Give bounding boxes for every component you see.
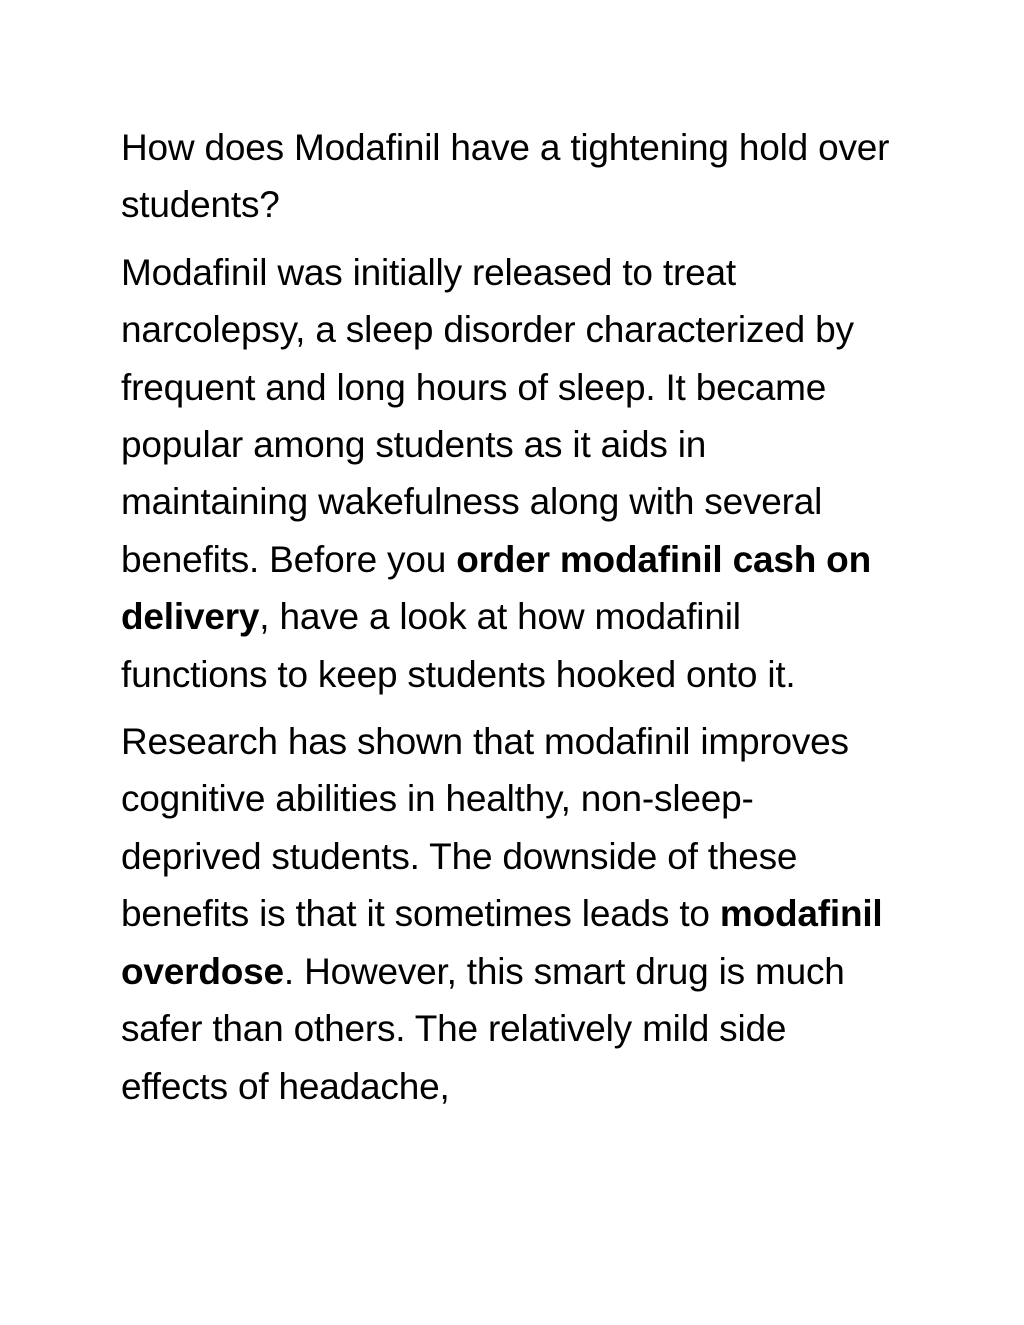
paragraph-research-text-before: Research has shown that modafinil improves cognitive abilities in healthy, non-sleep-deprived students. The downside of these benefits is that it sometimes leads to <box>121 721 849 935</box>
paragraph-intro-text-after: , have a look at how modafinil functions to keep students hooked onto it. <box>121 596 796 695</box>
document-body <box>121 119 891 1125</box>
document-heading: How does Modafinil have a tightening hold over students? <box>121 127 890 226</box>
order-cash-on-delivery-bold-text: order modafinil cash on delivery <box>121 538 871 638</box>
paragraph-research-text-after: . However, this smart drug is much safer than others. The relatively mild side effects of headache, <box>121 950 845 1107</box>
paragraph-intro-text-before: Modafinil was initially released to treat narcolepsy, a sleep disorder characterized by frequent and long hours of sleep. It became popular among students as it aids in maintaining wakefulness along with several benefits. Before you <box>121 251 854 580</box>
paragraph-research <box>121 713 891 1115</box>
paragraph-intro <box>121 244 891 703</box>
overdose-bold-text: modafinil overdose <box>121 893 883 992</box>
